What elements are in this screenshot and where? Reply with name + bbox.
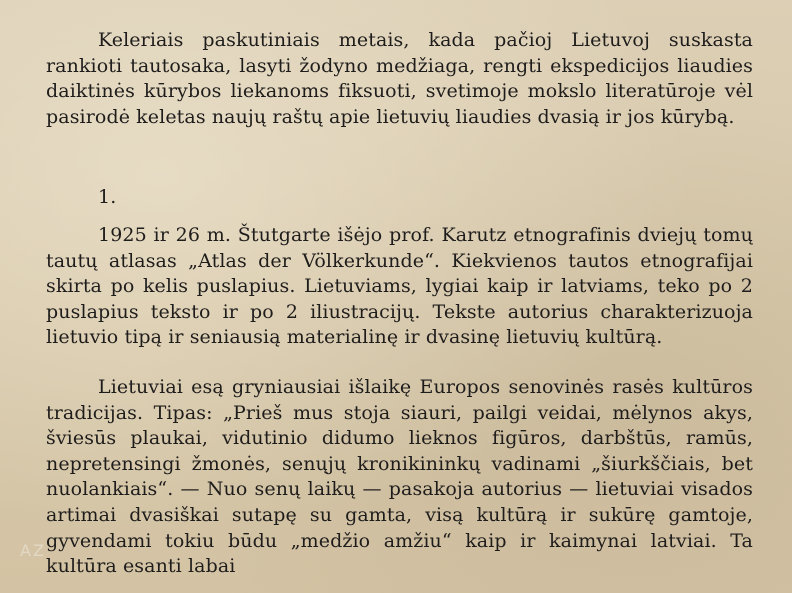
section-number: 1. <box>98 186 117 208</box>
paragraph-tradition: Lietuviai esą gryniausiai išlaikę Europos senovinės rasės kultūros tradicijas. Tipas: „Prieš mus stoja siauri, pailgi veidai, mėlynos akys, šviesūs plaukai, vidutinio didumo lieknos figūros, darbštūs, ramūs, nepretensingi žmonės, senųjų kronikininkų vadinami „šiurkščiais, bet nuolankiais“. — Nuo senų laikų — pasakoja autorius — lietuviai visados artimai dvasiškai sutapę su gamta, visą kultūrą ir sukūrę gamtoje, gyvendami tokiu būdu „medžio amžiu“ kaip ir kaimynai latviai. Ta kultūra esanti labai <box>46 376 753 578</box>
watermark: AZ <box>20 541 46 560</box>
intro-paragraph: Keleriais paskutiniais metais, kada pačioj Lietuvoj suskasta rankioti tautosaka, lasyti žodyno medžiaga, rengti ekspedicijos liaudies daiktinės kūrybos liekanoms fiksuoti, svetimoje mokslo literatūroje vėl pasirodė keletas naujų raštų apie lietuvių liaudies dvasią ir jos kūrybą. <box>46 29 753 128</box>
paragraph-atlas: 1925 ir 26 m. Štutgarte išėjo prof. Karutz etnografinis dviejų tomų tautų atlasas „Atlas der Völkerkunde“. Kiekvienos tautos etnografijai skirta po kelis puslapius. Lietuviams, lygiai kaip ir latviams, teko po 2 puslapius teksto ir po 2 iliustracijų. Tekste autorius charakterizuoja lietuvio tipą ir seniausią materialinę ir dvasinę lietuvių kultūrą. <box>46 224 753 349</box>
